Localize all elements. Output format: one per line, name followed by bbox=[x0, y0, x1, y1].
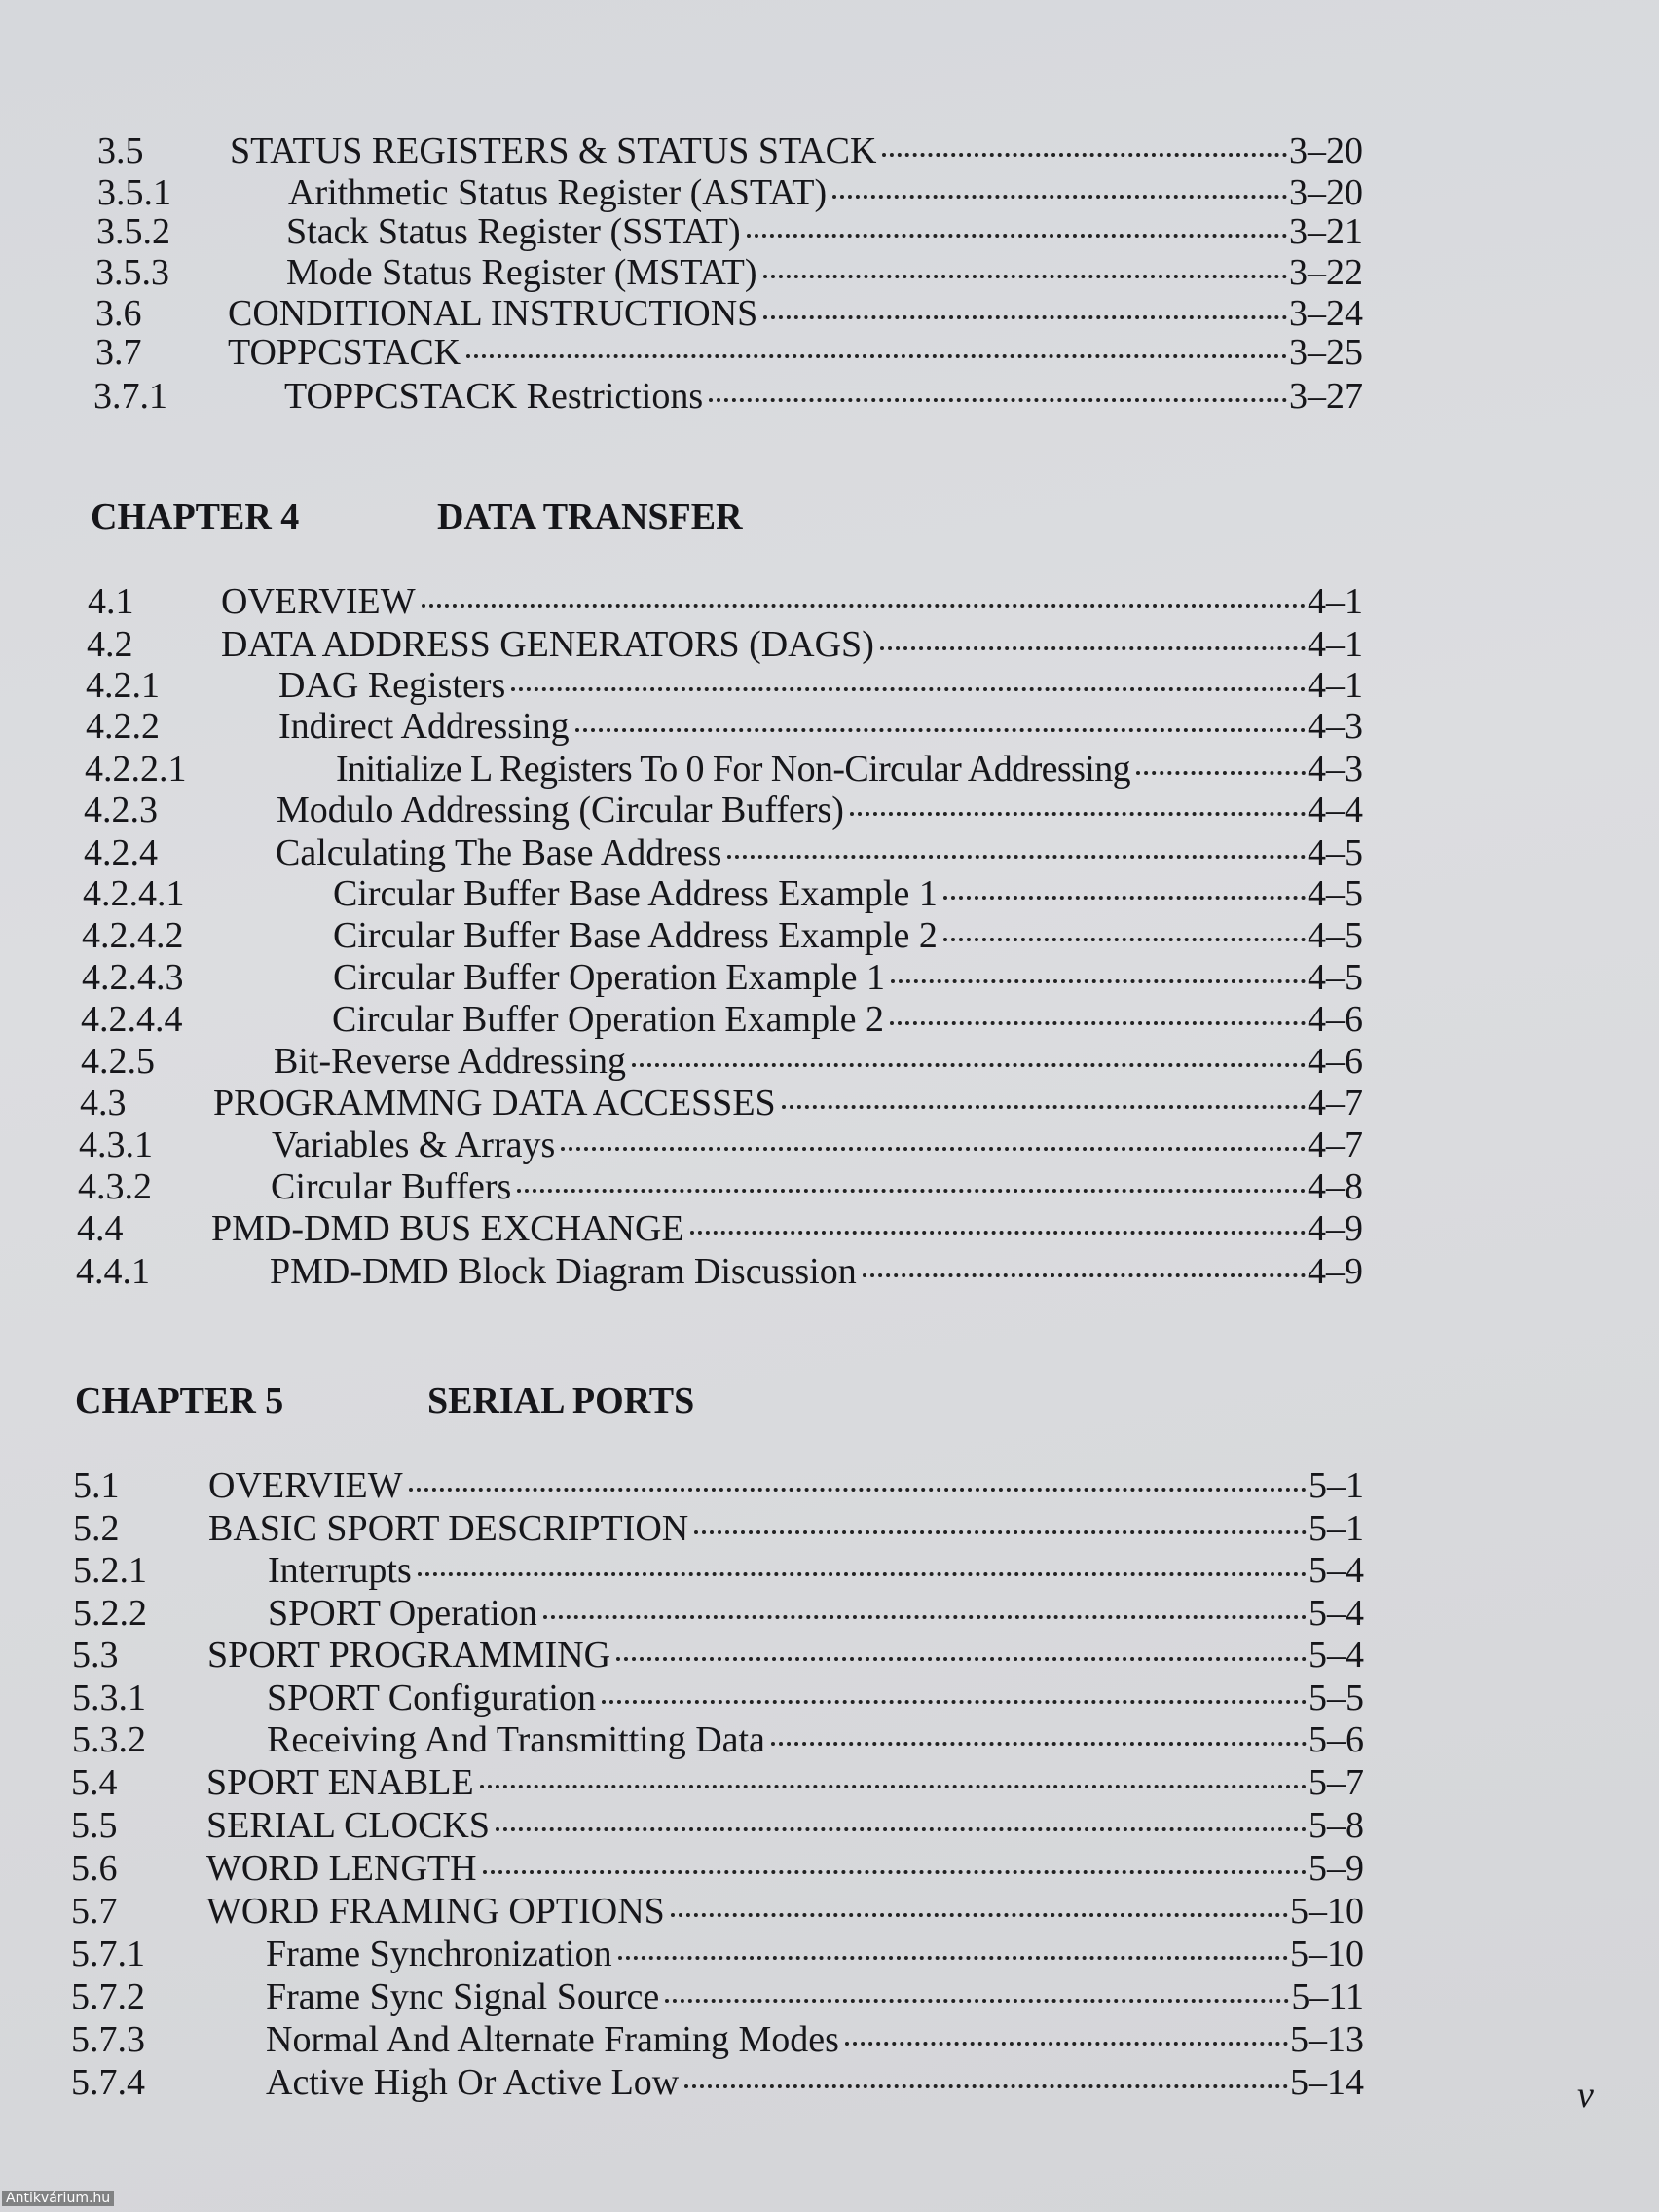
toc-entry-number: 4.2.4.3 bbox=[82, 957, 184, 998]
toc-leader-dots bbox=[763, 286, 1287, 319]
toc-leader-dots bbox=[418, 1543, 1307, 1576]
toc-leader-dots bbox=[671, 1884, 1288, 1917]
toc-entry-page: 4–8 bbox=[1308, 1166, 1363, 1207]
toc-entry-title: SERIAL CLOCKS bbox=[206, 1805, 491, 1846]
toc-leader-dots bbox=[684, 2055, 1288, 2088]
toc-entry-number: 5.1 bbox=[73, 1465, 120, 1506]
toc-entry-title: BASIC SPORT DESCRIPTION bbox=[208, 1508, 689, 1549]
toc-entry-page: 3–21 bbox=[1289, 211, 1363, 252]
toc-entry-title: Circular Buffer Base Address Example 1 bbox=[333, 873, 938, 914]
toc-leader-dots bbox=[665, 1970, 1289, 2003]
toc-entry-number: 4.2.2 bbox=[86, 706, 160, 747]
toc-leader-dots bbox=[882, 124, 1287, 157]
toc-entry-page: 3–27 bbox=[1289, 376, 1363, 417]
toc-leader-dots bbox=[511, 658, 1306, 691]
toc-leader-dots bbox=[632, 1034, 1306, 1067]
toc-leader-dots bbox=[709, 369, 1287, 402]
toc-entry-number: 3.5.1 bbox=[97, 172, 171, 213]
toc-leader-dots bbox=[1136, 742, 1306, 775]
chapter-title: SERIAL PORTS bbox=[427, 1381, 695, 1421]
toc-entry-title: Calculating The Base Address bbox=[276, 832, 722, 873]
toc-entry-number: 5.7.4 bbox=[71, 2062, 145, 2103]
watermark-label: Antikvárium.hu bbox=[2, 2191, 114, 2206]
toc-entry-title: Circular Buffers bbox=[271, 1166, 512, 1207]
toc-leader-dots bbox=[890, 992, 1306, 1025]
toc-entry-title: Initialize L Registers To 0 For Non-Circular Addressing bbox=[336, 749, 1131, 790]
toc-entry bbox=[88, 580, 1363, 622]
toc-leader-dots bbox=[863, 1244, 1306, 1277]
toc-entry-page: 4–1 bbox=[1308, 665, 1363, 706]
toc-entry-page: 3–24 bbox=[1289, 293, 1363, 334]
toc-entry bbox=[71, 1804, 1364, 1846]
toc-entry-title: Interrupts bbox=[268, 1550, 412, 1591]
toc-entry-page: 5–11 bbox=[1291, 1976, 1364, 2017]
toc-entry-title: STATUS REGISTERS & STATUS STACK bbox=[230, 130, 877, 171]
toc-leader-dots bbox=[483, 1841, 1307, 1874]
toc-entry bbox=[77, 1207, 1363, 1249]
toc-entry bbox=[71, 2061, 1364, 2103]
toc-entry-number: 5.2.2 bbox=[73, 1593, 147, 1634]
toc-entry-number: 4.2.1 bbox=[86, 665, 160, 706]
toc-entry-title: Frame Sync Signal Source bbox=[266, 1976, 660, 2017]
toc-entry-page: 5–9 bbox=[1309, 1848, 1364, 1889]
toc-leader-dots bbox=[543, 1586, 1307, 1619]
toc-entry bbox=[72, 1718, 1364, 1760]
toc-entry-number: 4.2.4.4 bbox=[81, 999, 183, 1040]
toc-entry-number: 4.3.2 bbox=[78, 1166, 152, 1207]
toc-leader-dots bbox=[850, 783, 1306, 816]
toc-entry-number: 5.3 bbox=[72, 1635, 119, 1676]
toc-entry-page: 5–6 bbox=[1309, 1719, 1364, 1760]
toc-entry-title: DAG Registers bbox=[278, 665, 506, 706]
toc-entry-page: 5–1 bbox=[1309, 1465, 1364, 1506]
toc-leader-dots bbox=[763, 245, 1287, 278]
toc-entry-page: 3–20 bbox=[1289, 172, 1363, 213]
toc-entry-page: 4–5 bbox=[1308, 915, 1363, 956]
toc-leader-dots bbox=[832, 166, 1287, 199]
toc-entry-title: Arithmetic Status Register (ASTAT) bbox=[288, 172, 828, 213]
toc-entry-number: 3.7.1 bbox=[93, 376, 167, 417]
toc-entry-number: 4.2.3 bbox=[84, 790, 158, 830]
toc-entry-page: 4–5 bbox=[1308, 832, 1363, 873]
toc-entry-page: 4–4 bbox=[1308, 790, 1363, 830]
toc-entry-page: 4–6 bbox=[1308, 999, 1363, 1040]
toc-entry-number: 4.2 bbox=[87, 624, 133, 665]
toc-entry-title: DATA ADDRESS GENERATORS (DAGS) bbox=[221, 624, 874, 665]
toc-entry-page: 5–10 bbox=[1290, 1934, 1364, 1974]
toc-entry-page: 5–13 bbox=[1290, 2019, 1364, 2060]
toc-leader-dots bbox=[618, 1927, 1288, 1960]
toc-entry-number: 4.3 bbox=[80, 1083, 127, 1124]
toc-entry-page: 4–9 bbox=[1308, 1208, 1363, 1249]
toc-entry-title: Variables & Arrays bbox=[272, 1124, 556, 1165]
toc-leader-dots bbox=[845, 2012, 1288, 2046]
toc-entry-title: TOPPCSTACK Restrictions bbox=[284, 376, 704, 417]
toc-entry-number: 3.6 bbox=[95, 293, 142, 334]
toc-entry-title: OVERVIEW bbox=[208, 1465, 403, 1506]
toc-leader-dots bbox=[616, 1628, 1307, 1661]
toc-entry bbox=[71, 1975, 1364, 2017]
chapter-heading bbox=[91, 497, 743, 537]
toc-leader-dots bbox=[422, 574, 1306, 608]
toc-entry-title: Circular Buffer Operation Example 2 bbox=[332, 999, 884, 1040]
toc-entry bbox=[93, 375, 1363, 417]
toc-entry-number: 5.4 bbox=[71, 1762, 118, 1803]
toc-entry-number: 3.7 bbox=[95, 332, 142, 373]
toc-leader-dots bbox=[694, 1501, 1307, 1534]
toc-entry-page: 3–25 bbox=[1289, 332, 1363, 373]
toc-entry-number: 3.5 bbox=[97, 130, 144, 171]
toc-leader-dots bbox=[466, 325, 1287, 358]
toc-entry bbox=[71, 1847, 1364, 1889]
toc-entry-page: 4–7 bbox=[1308, 1124, 1363, 1165]
toc-leader-dots bbox=[602, 1671, 1307, 1704]
toc-entry-number: 5.7 bbox=[71, 1891, 118, 1932]
chapter-label: CHAPTER 4 bbox=[91, 497, 300, 537]
toc-entry-page: 4–9 bbox=[1308, 1251, 1363, 1292]
toc-entry-number: 5.3.2 bbox=[72, 1719, 146, 1760]
toc-entry-number: 5.7.1 bbox=[71, 1934, 145, 1974]
toc-leader-dots bbox=[480, 1755, 1307, 1788]
toc-entry bbox=[73, 1464, 1364, 1506]
toc-entry bbox=[76, 1250, 1363, 1292]
toc-leader-dots bbox=[561, 1118, 1306, 1151]
toc-entry-title: Stack Status Register (SSTAT) bbox=[286, 211, 741, 252]
toc-entry-page: 4–3 bbox=[1308, 749, 1363, 790]
toc-leader-dots bbox=[496, 1798, 1307, 1831]
toc-entry-page: 4–7 bbox=[1308, 1083, 1363, 1124]
toc-entry-number: 4.4.1 bbox=[76, 1251, 150, 1292]
toc-leader-dots bbox=[943, 908, 1306, 941]
toc-leader-dots bbox=[727, 826, 1306, 859]
toc-leader-dots bbox=[880, 617, 1306, 650]
toc-entry-number: 3.5.3 bbox=[95, 252, 169, 293]
toc-entry-number: 5.2 bbox=[73, 1508, 120, 1549]
toc-entry-page: 5–4 bbox=[1309, 1593, 1364, 1634]
toc-entry bbox=[84, 789, 1363, 830]
toc-entry-title: Active High Or Active Low bbox=[266, 2062, 680, 2103]
toc-entry-title: CONDITIONAL INSTRUCTIONS bbox=[228, 293, 758, 334]
toc-entry-number: 5.7.3 bbox=[71, 2019, 145, 2060]
toc-entry-title: Receiving And Transmitting Data bbox=[267, 1719, 765, 1760]
toc-entry-title: OVERVIEW bbox=[221, 581, 416, 622]
toc-leader-dots bbox=[575, 699, 1306, 732]
toc-entry-title: Modulo Addressing (Circular Buffers) bbox=[276, 790, 844, 830]
toc-entry-number: 5.6 bbox=[71, 1848, 118, 1889]
toc-entry-page: 4–5 bbox=[1308, 957, 1363, 998]
toc-entry-title: SPORT Configuration bbox=[267, 1677, 596, 1718]
toc-leader-dots bbox=[891, 950, 1306, 983]
toc-entry-title: Indirect Addressing bbox=[278, 706, 570, 747]
toc-entry-number: 3.5.2 bbox=[96, 211, 170, 252]
toc-leader-dots bbox=[747, 204, 1287, 238]
toc-entry-title: Circular Buffer Operation Example 1 bbox=[333, 957, 885, 998]
chapter-heading bbox=[75, 1381, 694, 1421]
toc-entry-number: 4.2.2.1 bbox=[85, 749, 187, 790]
toc-entry-title: SPORT ENABLE bbox=[206, 1762, 474, 1803]
toc-entry-page: 3–20 bbox=[1289, 130, 1363, 171]
toc-entry-title: PMD-DMD Block Diagram Discussion bbox=[270, 1251, 857, 1292]
toc-entry-number: 5.2.1 bbox=[73, 1550, 147, 1591]
toc-entry-title: Circular Buffer Base Address Example 2 bbox=[333, 915, 938, 956]
toc-entry-page: 5–1 bbox=[1309, 1508, 1364, 1549]
toc-entry-number: 4.3.1 bbox=[79, 1124, 153, 1165]
toc-entry-title: WORD FRAMING OPTIONS bbox=[206, 1891, 665, 1932]
page-number: v bbox=[1577, 2075, 1594, 2116]
toc-entry-number: 5.3.1 bbox=[72, 1677, 146, 1718]
toc-entry-title: SPORT PROGRAMMING bbox=[207, 1635, 611, 1676]
toc-entry-page: 4–5 bbox=[1308, 873, 1363, 914]
toc-entry-title: Mode Status Register (MSTAT) bbox=[286, 252, 757, 293]
toc-entry-title: PROGRAMMNG DATA ACCESSES bbox=[213, 1083, 776, 1124]
toc-entry bbox=[95, 331, 1363, 373]
toc-entry-title: PMD-DMD BUS EXCHANGE bbox=[211, 1208, 684, 1249]
toc-entry-number: 4.2.5 bbox=[81, 1041, 155, 1082]
toc-entry-number: 4.1 bbox=[88, 581, 134, 622]
toc-entry-number: 4.2.4 bbox=[84, 832, 158, 873]
toc-entry bbox=[71, 1933, 1364, 1974]
toc-entry-page: 5–4 bbox=[1309, 1550, 1364, 1591]
toc-entry bbox=[71, 1761, 1364, 1803]
toc-leader-dots bbox=[409, 1458, 1307, 1492]
chapter-title: DATA TRANSFER bbox=[437, 497, 743, 537]
chapter-label: CHAPTER 5 bbox=[75, 1381, 284, 1421]
toc-entry-title: Frame Synchronization bbox=[266, 1934, 612, 1974]
toc-entry-title: WORD LENGTH bbox=[206, 1848, 477, 1889]
toc-entry bbox=[71, 2018, 1364, 2060]
toc-entry-title: Normal And Alternate Framing Modes bbox=[266, 2019, 839, 2060]
toc-entry-number: 4.2.4.2 bbox=[82, 915, 184, 956]
toc-entry-number: 4.4 bbox=[77, 1208, 124, 1249]
toc-leader-dots bbox=[690, 1201, 1306, 1235]
toc-leader-dots bbox=[517, 1160, 1306, 1193]
toc-leader-dots bbox=[943, 866, 1306, 900]
toc-entry-title: SPORT Operation bbox=[268, 1593, 537, 1634]
toc-entry-page: 3–22 bbox=[1289, 252, 1363, 293]
toc-entry bbox=[73, 1549, 1364, 1591]
toc-entry bbox=[71, 1890, 1364, 1932]
toc-entry-page: 5–7 bbox=[1309, 1762, 1364, 1803]
toc-entry-page: 4–3 bbox=[1308, 706, 1363, 747]
toc-entry-page: 5–10 bbox=[1290, 1891, 1364, 1932]
toc-leader-dots bbox=[771, 1713, 1307, 1746]
toc-entry-page: 4–6 bbox=[1308, 1041, 1363, 1082]
toc-entry-number: 5.5 bbox=[71, 1805, 118, 1846]
toc-entry-page: 5–8 bbox=[1309, 1805, 1364, 1846]
toc-entry-number: 5.7.2 bbox=[71, 1976, 145, 2017]
toc-leader-dots bbox=[782, 1076, 1306, 1109]
toc-entry bbox=[86, 705, 1363, 747]
toc-entry-number: 4.2.4.1 bbox=[83, 873, 185, 914]
toc-entry bbox=[72, 1634, 1364, 1676]
toc-entry-page: 5–4 bbox=[1309, 1635, 1364, 1676]
toc-entry-page: 4–1 bbox=[1308, 581, 1363, 622]
toc-entry-page: 5–5 bbox=[1309, 1677, 1364, 1718]
toc-entry-title: Bit-Reverse Addressing bbox=[274, 1041, 627, 1082]
toc-entry-page: 4–1 bbox=[1308, 624, 1363, 665]
toc-entry-page: 5–14 bbox=[1290, 2062, 1364, 2103]
toc-entry-title: TOPPCSTACK bbox=[228, 332, 461, 373]
